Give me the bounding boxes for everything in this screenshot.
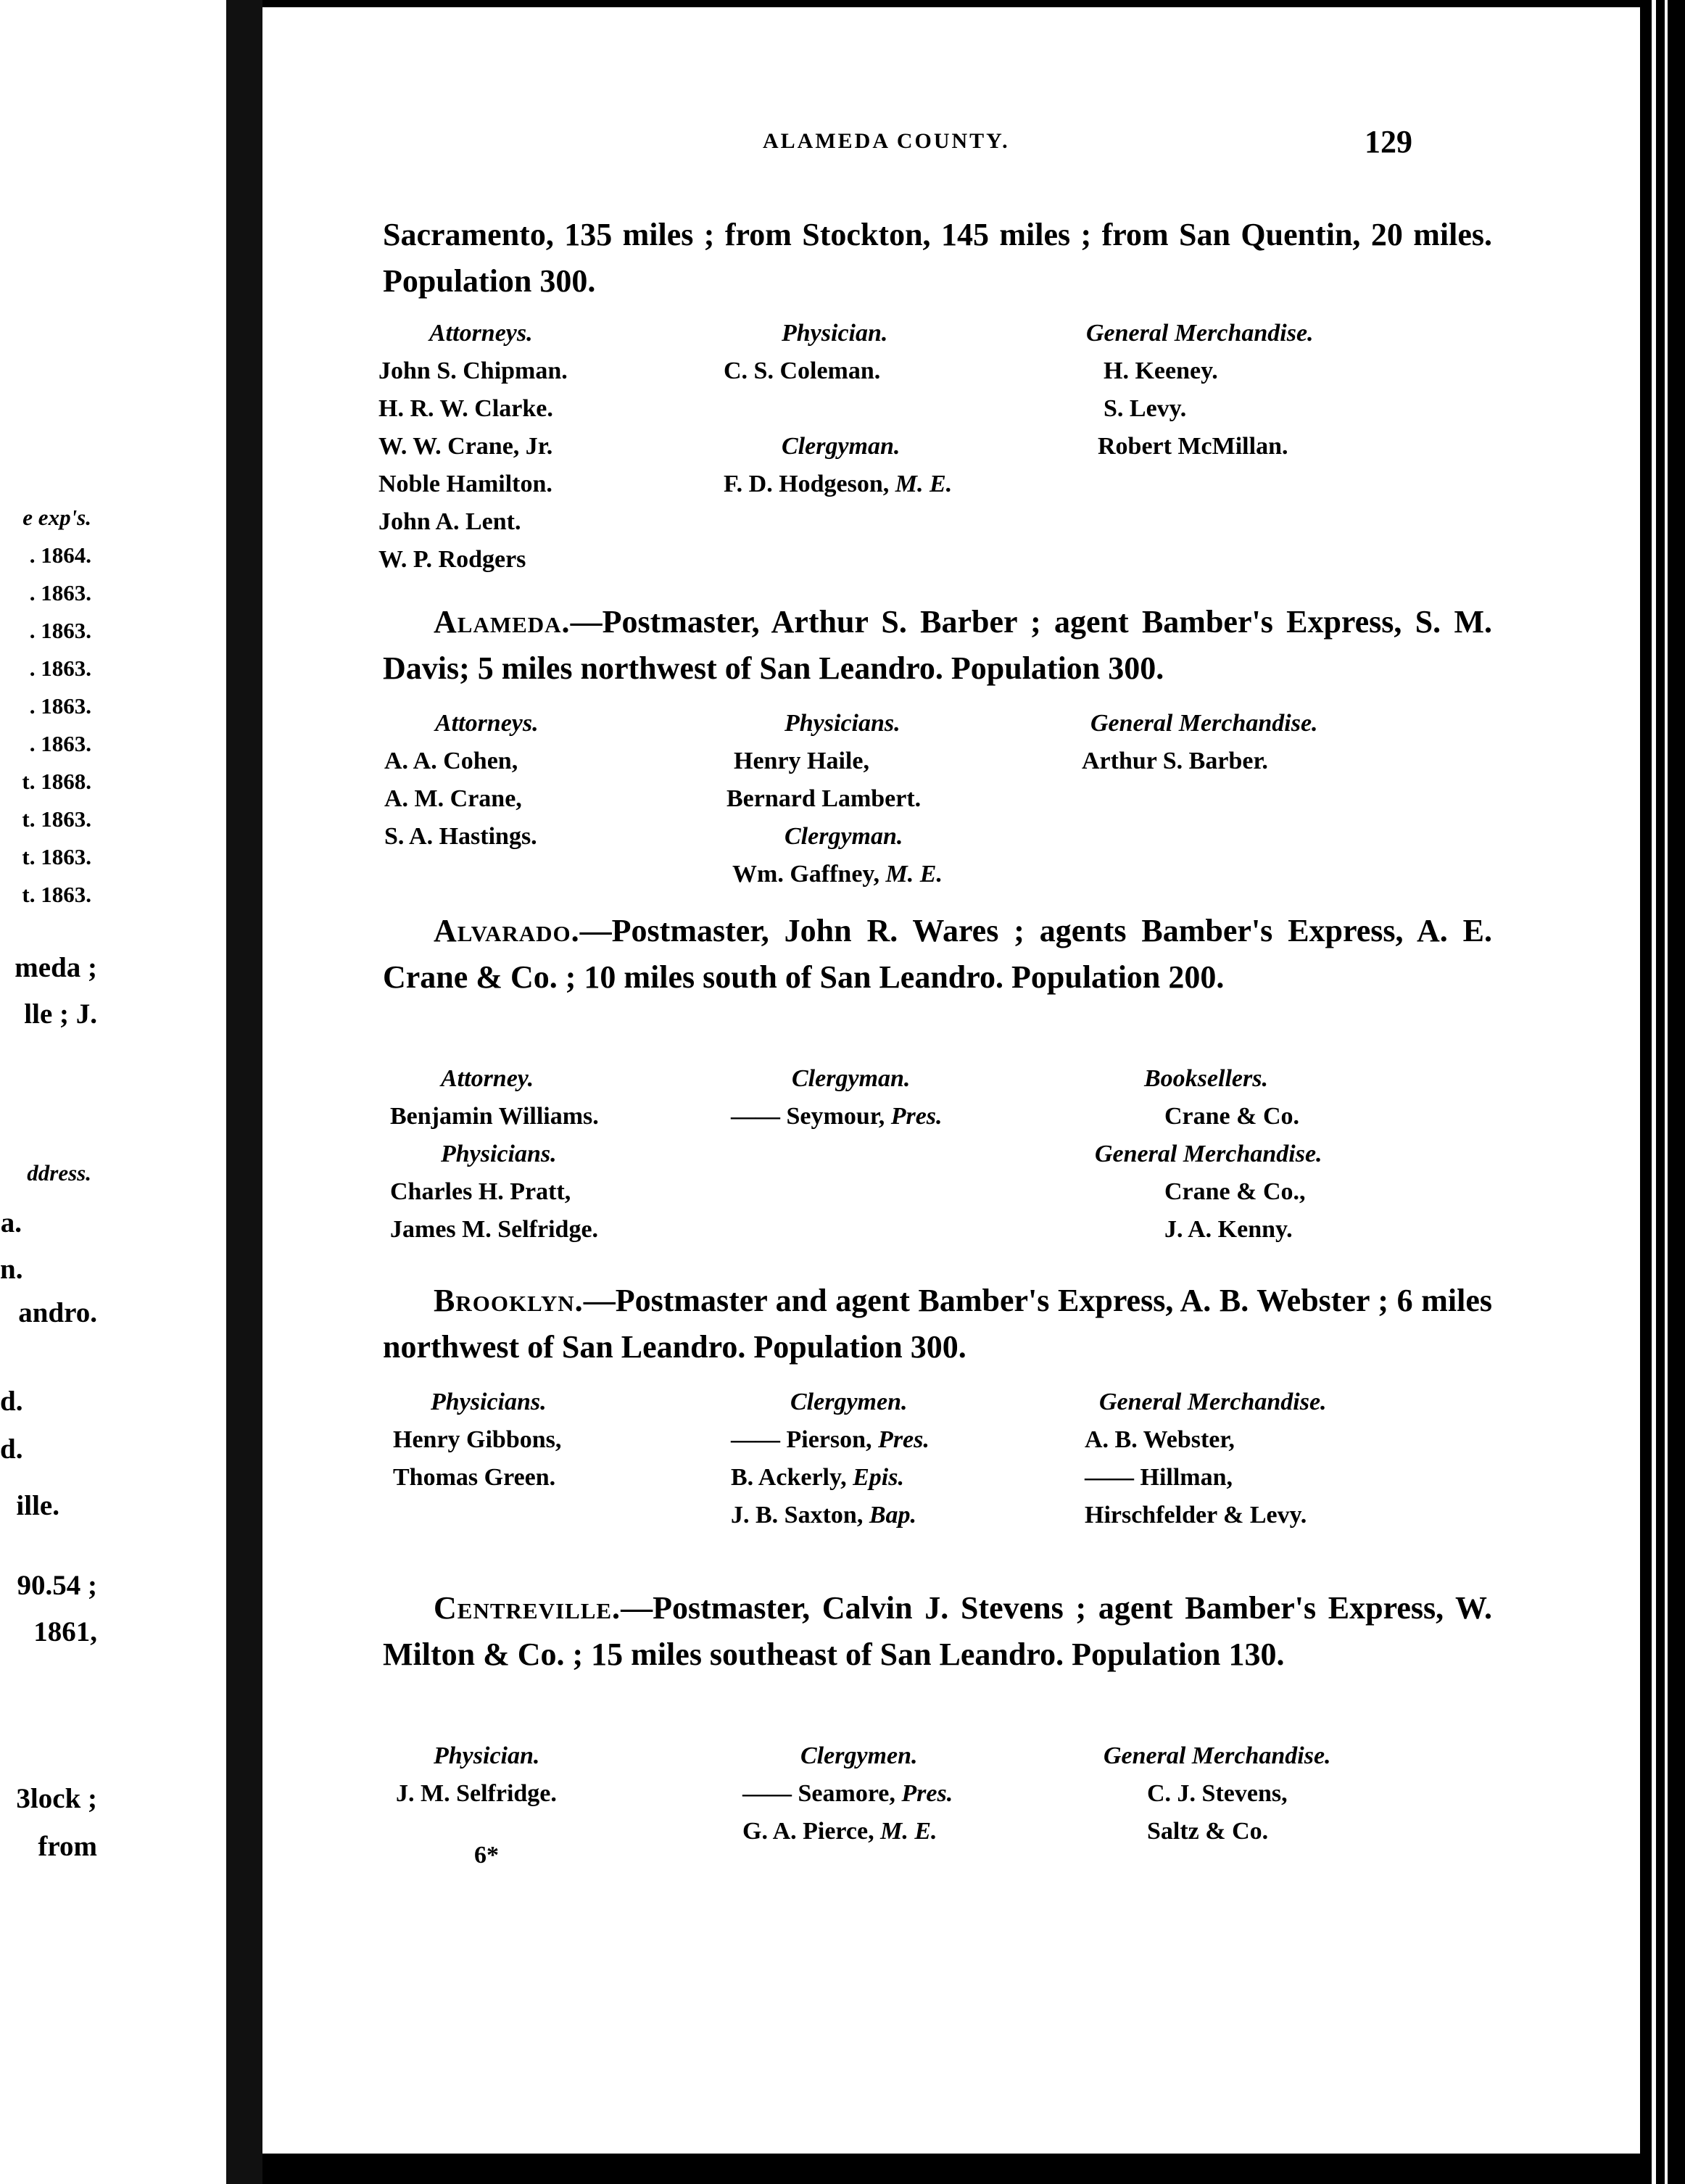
left-fragment: . 1863. [29, 731, 91, 756]
column-heading: Clergyman. [784, 823, 903, 850]
alvarado-attorney-column [390, 1060, 680, 1249]
column-heading: Attorneys. [429, 320, 533, 347]
list-item: Arthur S. Barber. [1082, 748, 1268, 774]
centreville-clergymen-column [742, 1737, 1105, 1850]
alameda-attorneys-column [384, 705, 660, 856]
left-fragment: . 1863. [29, 693, 91, 719]
column-heading: Physicians. [441, 1141, 557, 1167]
list-item: —— Pierson, Pres. [731, 1426, 930, 1453]
centreville-paragraph: Centreville.—Postmaster, Calvin J. Stevens ; agent Bamber's Express, W. Milton & Co. ; 15 miles southeast of San Leandro. Population 130. [383, 1590, 1492, 1672]
list-item: Charles H. Pratt, [390, 1178, 571, 1205]
brooklyn-merchandise-column [1085, 1383, 1505, 1534]
list-item: Crane & Co. [1164, 1103, 1300, 1130]
column-heading: Attorneys. [435, 710, 539, 737]
list-item: A. M. Crane, [384, 785, 522, 812]
left-fragment: . 1864. [29, 542, 91, 568]
list-item: S. Levy. [1104, 395, 1187, 422]
list-item: G. A. Pierce, M. E. [742, 1818, 937, 1845]
left-fragment: . 1863. [29, 618, 91, 643]
list-item: J. M. Selfridge. [396, 1780, 557, 1807]
intro-attorneys-column [378, 315, 654, 579]
left-fragment: 90.54 ; [17, 1570, 97, 1601]
brooklyn-clergymen-column [731, 1383, 1093, 1534]
list-item: Robert McMillan. [1098, 433, 1288, 460]
alvarado-paragraph: Alvarado.—Postmaster, John R. Wares ; agents Bamber's Express, A. E. Crane & Co. ; 10 miles south of San Leandro. Population 200. [383, 913, 1492, 995]
centreville-merchandise-column [1104, 1737, 1510, 1850]
alvarado-clergyman-column [731, 1060, 1093, 1136]
left-fragment: d. [0, 1386, 23, 1417]
town-name: Alvarado. [434, 913, 580, 948]
alameda-paragraph: Alameda.—Postmaster, Arthur S. Barber ; agent Bamber's Express, S. M. Davis; 5 miles northwest of San Leandro. Population 300. [383, 604, 1492, 686]
column-heading: Booksellers. [1144, 1065, 1268, 1092]
column-heading: Clergymen. [790, 1389, 908, 1415]
list-item: John S. Chipman. [378, 357, 568, 384]
left-fragment: t. 1863. [22, 882, 91, 907]
centreville-physician-column [396, 1737, 686, 1813]
left-fragment: t. 1863. [22, 844, 91, 869]
running-head: ALAMEDA COUNTY. [763, 129, 1010, 153]
intro-merchandise-column [1086, 315, 1492, 466]
list-item: C. J. Stevens, [1147, 1780, 1288, 1807]
left-fragment: meda ; [15, 952, 97, 983]
column-heading: Physicians. [784, 710, 901, 737]
column-heading: General Merchandise. [1095, 1141, 1322, 1167]
list-item: Henry Gibbons, [393, 1426, 562, 1453]
list-item: —— Hillman, [1085, 1464, 1233, 1491]
left-fragment: d. [0, 1434, 23, 1465]
list-item: C. S. Coleman. [724, 357, 881, 384]
column-heading: Physicians. [431, 1389, 547, 1415]
left-fragment: 1861, [33, 1616, 97, 1647]
column-heading: General Merchandise. [1104, 1742, 1331, 1769]
column-heading: Attorney. [441, 1065, 534, 1092]
list-item: Hirschfelder & Levy. [1085, 1502, 1307, 1529]
list-item: Wm. Gaffney, M. E. [732, 861, 943, 888]
list-item: F. D. Hodgeson, M. E. [724, 471, 953, 497]
left-fragment: ddress. [27, 1160, 91, 1186]
list-item: Crane & Co., [1164, 1178, 1306, 1205]
left-fragment: . 1863. [29, 580, 91, 605]
book-page [262, 7, 1640, 2154]
page-edge [1640, 0, 1685, 2184]
left-fragment: ille. [16, 1490, 59, 1521]
left-fragment: from [38, 1831, 97, 1862]
left-fragment: lle ; J. [24, 998, 97, 1030]
left-fragment: . 1863. [29, 655, 91, 681]
left-fragment: andro. [18, 1297, 97, 1328]
list-item: H. R. W. Clarke. [378, 395, 553, 422]
list-item: Bernard Lambert. [726, 785, 922, 812]
left-fragment: 3lock ; [16, 1783, 97, 1814]
book-gutter [226, 0, 262, 2184]
list-item: Thomas Green. [393, 1464, 556, 1491]
column-heading: General Merchandise. [1086, 320, 1314, 347]
list-item: —— Seymour, Pres. [731, 1103, 943, 1130]
town-name: Brooklyn. [434, 1283, 584, 1318]
column-heading: Clergymen. [800, 1742, 918, 1769]
column-heading: Clergyman. [792, 1065, 911, 1092]
column-heading: General Merchandise. [1099, 1389, 1327, 1415]
list-item: James M. Selfridge. [390, 1216, 599, 1243]
column-heading: Physician. [434, 1742, 540, 1769]
brooklyn-paragraph: Brooklyn.—Postmaster and agent Bamber's Express, A. B. Webster ; 6 miles northwest of San Leandro. Population 300. [383, 1283, 1492, 1365]
list-item: W. W. Crane, Jr. [378, 433, 553, 460]
left-fragment: e exp's. [22, 505, 91, 530]
list-item: A. B. Webster, [1085, 1426, 1235, 1453]
signature-mark: 6* [474, 1842, 499, 1869]
town-name: Alameda. [434, 604, 571, 640]
list-item: B. Ackerly, Epis. [731, 1464, 904, 1491]
intro-physician-column [724, 315, 1101, 503]
town-name: Centreville. [434, 1590, 621, 1626]
list-item: —— Seamore, Pres. [742, 1780, 953, 1807]
list-item: Noble Hamilton. [378, 471, 552, 497]
list-item: S. A. Hastings. [384, 823, 537, 850]
left-fragment: n. [0, 1254, 23, 1285]
alameda-physicians-column [726, 705, 1104, 893]
list-item: J. A. Kenny. [1164, 1216, 1293, 1243]
list-item: A. A. Cohen, [384, 748, 518, 774]
list-item: W. P. Rodgers [378, 546, 526, 573]
left-fragment: t. 1868. [22, 769, 91, 794]
facing-page-fragment [0, 0, 226, 2184]
left-fragment: a. [0, 1207, 22, 1238]
brooklyn-physicians-column [393, 1383, 683, 1497]
list-item: Benjamin Williams. [390, 1103, 599, 1130]
alvarado-booksellers-column [1095, 1060, 1501, 1249]
page-number: 129 [1365, 124, 1412, 160]
column-heading: Clergyman. [782, 433, 901, 460]
alameda-merchandise-column [1082, 705, 1488, 780]
column-heading: General Merchandise. [1090, 710, 1318, 737]
left-fragment: t. 1863. [22, 806, 91, 832]
list-item: H. Keeney. [1104, 357, 1218, 384]
column-heading: Physician. [782, 320, 888, 347]
list-item: J. B. Saxton, Bap. [731, 1502, 917, 1529]
list-item: Henry Haile, [734, 748, 869, 774]
intro-paragraph: Sacramento, 135 miles ; from Stockton, 145 miles ; from San Quentin, 20 miles. Population 300. [383, 217, 1492, 299]
list-item: John A. Lent. [378, 508, 521, 535]
list-item: Saltz & Co. [1147, 1818, 1269, 1845]
